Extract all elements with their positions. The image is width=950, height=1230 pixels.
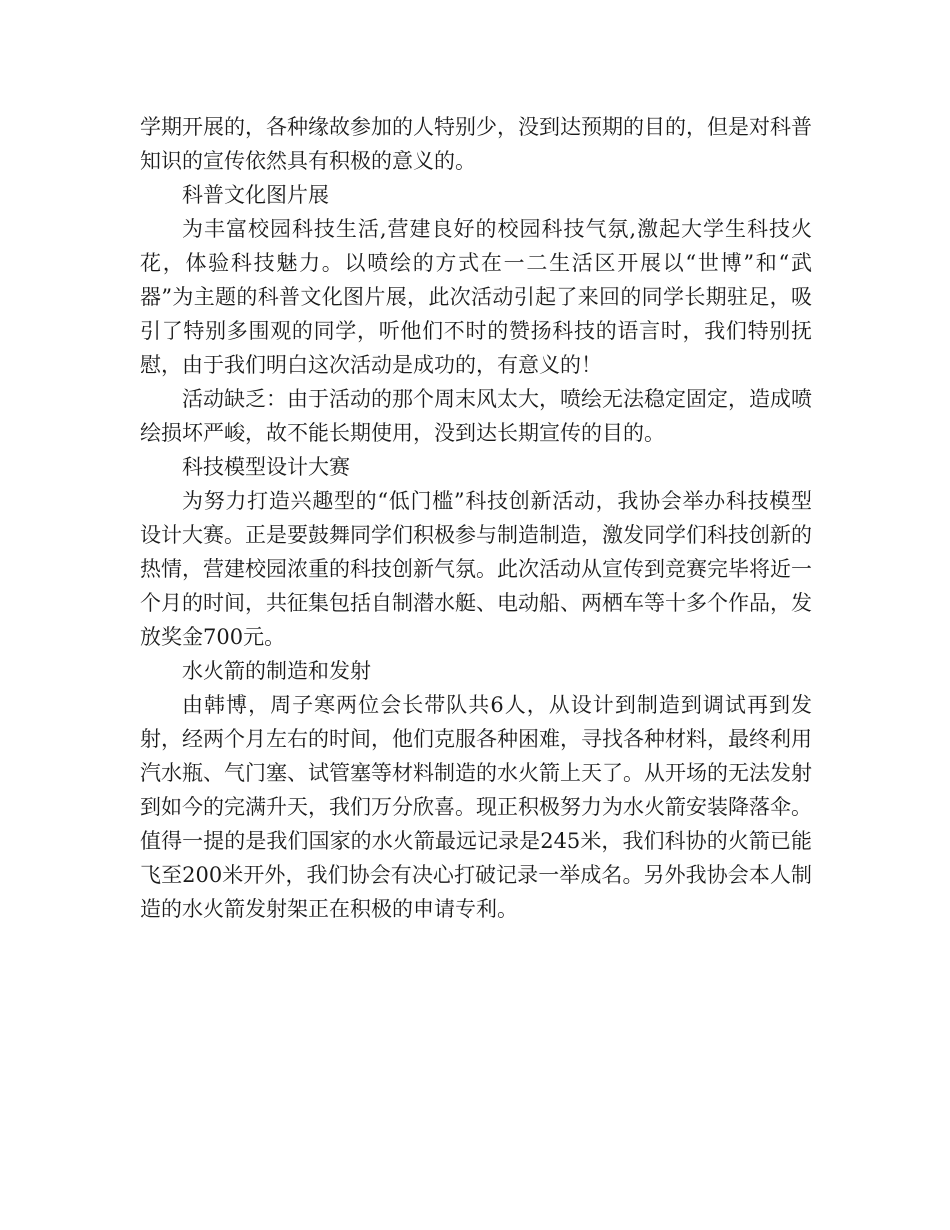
section-heading-water-rocket: 水火箭的制造和发射 — [182, 659, 371, 683]
paragraph-activity-shortcoming: 活动缺乏：由于活动的那个周末风太大，喷绘无法稳定固定，造成喷绘损坏严峻，故不能长期使用，没到达长期宣传的目的。 — [140, 387, 812, 445]
paragraph-water-rocket: 由韩博，周子寒两位会长带队共6人，从设计到制造到调试再到发射，经两个月左右的时间，他们克服各种困难，寻找各种材料，最终利用汽水瓶、气门塞、试管塞等材料制造的水火箭上天了。从开场的无法发射到如今的完满升天，我们万分欣喜。现正积极努力为水火箭安装降落伞。值得一提的是我们国家的水火箭最远记录是245米，我们科协的火箭已能飞至200米开外，我们协会有决心打破记录一举成名。另外我协会本人制造的水火箭发射架正在积极的申请专利。 — [140, 693, 812, 921]
paragraph-continuation: 学期开展的，各种缘故参加的人特别少，没到达预期的目的，但是对科普知识的宣传依然具有积极的意义的。 — [140, 115, 812, 173]
section-heading-science-photo-exhibition: 科普文化图片展 — [182, 183, 329, 207]
document-page — [140, 110, 812, 926]
paragraph-model-design-contest: 为努力打造兴趣型的“低门槛”科技创新活动，我协会举办科技模型设计大赛。正是要鼓舞同学们积极参与制造制造，激发同学们科技创新的热情，营建校园浓重的科技创新气氛。此次活动从宣传到竞赛完毕将近一个月的时间，共征集包括自制潜水艇、电动船、两栖车等十多个作品，发放奖金700元。 — [140, 489, 812, 649]
paragraph-photo-exhibition: 为丰富校园科技生活,营建良好的校园科技气氛,激起大学生科技火花，体验科技魅力。以喷绘的方式在一二生活区开展以“世博”和“武器”为主题的科普文化图片展，此次活动引起了来回的同学长期驻足，吸引了特别多围观的同学，听他们不时的赞扬科技的语言时，我们特别抚慰，由于我们明白这次活动是成功的，有意义的！ — [140, 217, 812, 377]
section-heading-model-design-contest: 科技模型设计大赛 — [182, 455, 350, 479]
